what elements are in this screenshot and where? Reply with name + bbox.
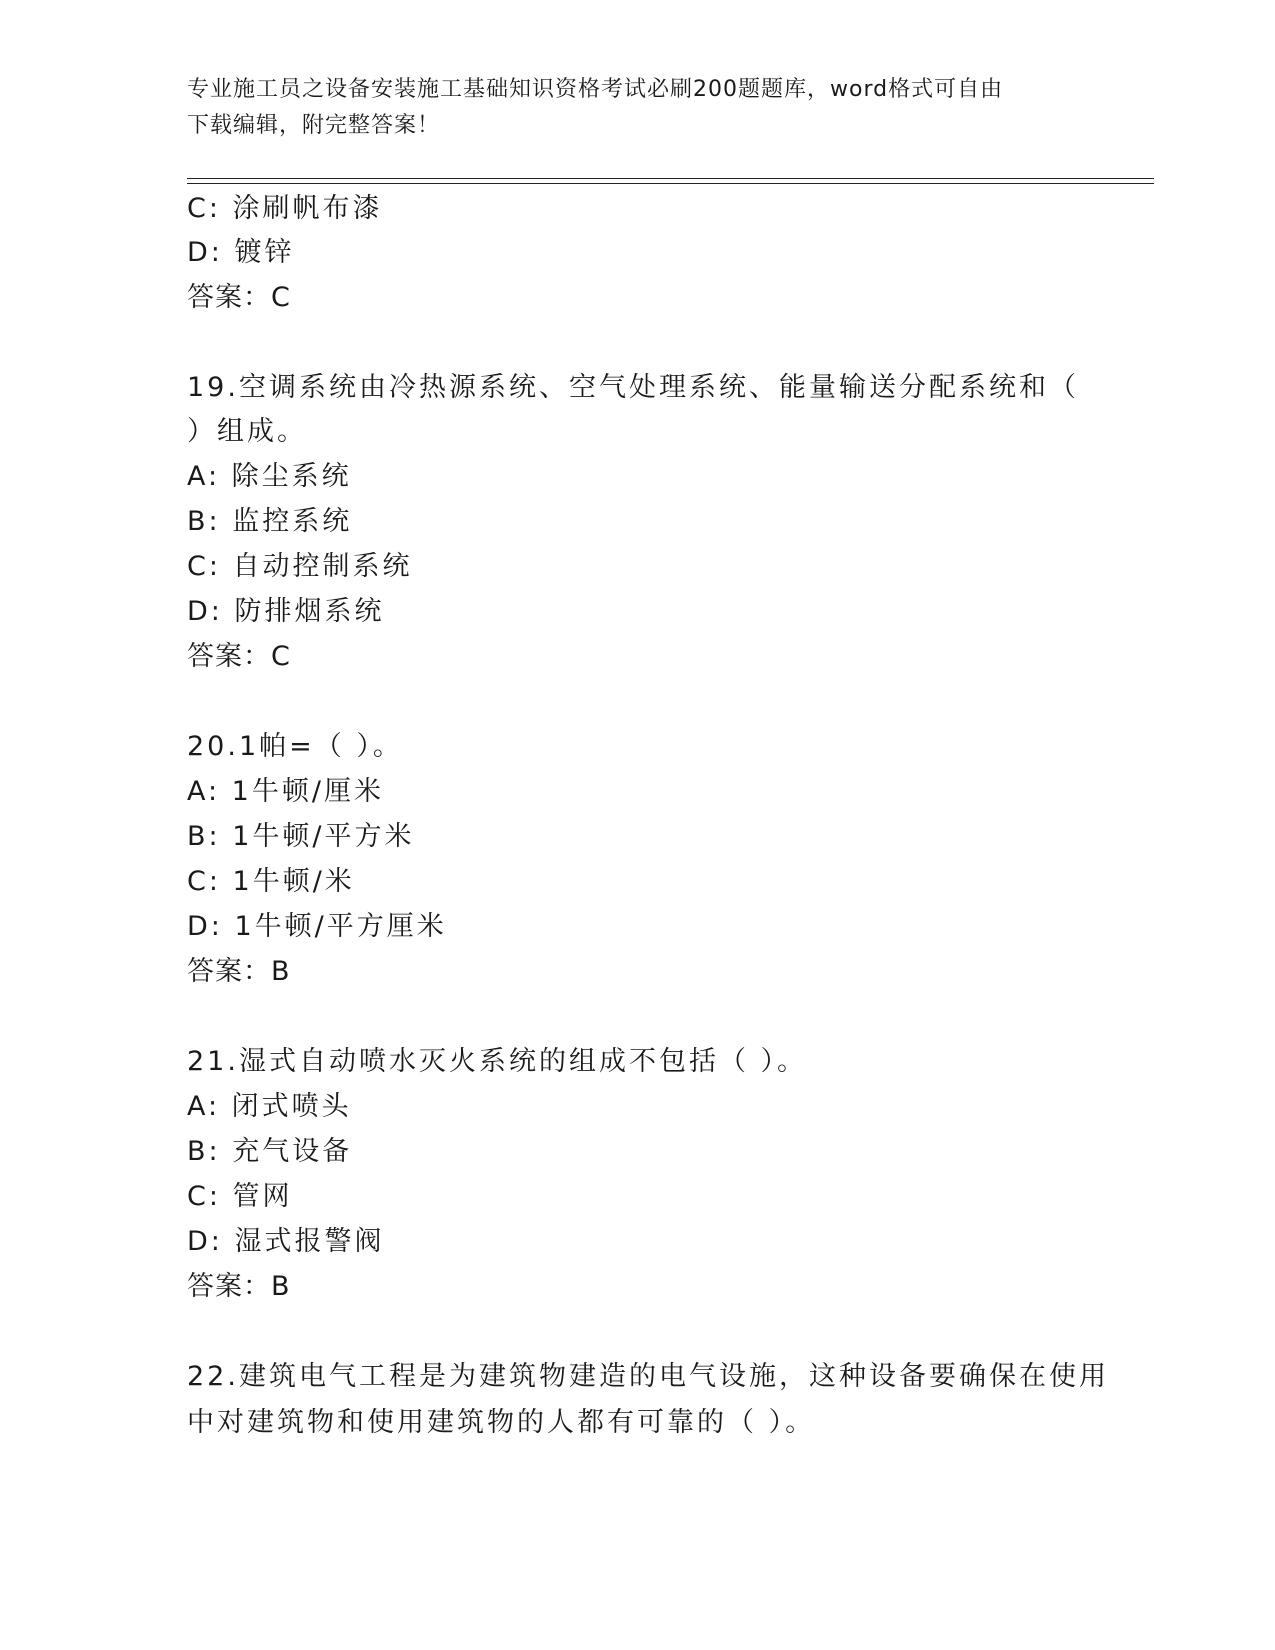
q20-stem: 20.1帕=（ ）。 (187, 731, 403, 762)
q22-stem-line2: 中对建筑物和使用建筑物的人都有可靠的（ ）。 (187, 1407, 816, 1438)
q18-option-d: D: 镀锌 (187, 237, 295, 268)
q20-option-a: A: 1牛顿/厘米 (187, 776, 384, 807)
q19-option-d: D: 防排烟系统 (187, 596, 385, 627)
header-title-line1: 专业施工员之设备安装施工基础知识资格考试必刷200题题库，word格式可自由 (187, 77, 1004, 102)
q18-option-c: C: 涂刷帆布漆 (187, 193, 383, 224)
q21-stem: 21.湿式自动喷水灭火系统的组成不包括（ ）。 (187, 1046, 808, 1077)
header-title-line2: 下载编辑，附完整答案！ (187, 113, 441, 138)
q19-option-c: C: 自动控制系统 (187, 551, 413, 582)
q22-stem-line1: 22.建筑电气工程是为建筑物建造的电气设施，这种设备要确保在使用 (187, 1361, 1109, 1392)
q19-option-a: A: 除尘系统 (187, 461, 352, 492)
q20-option-d: D: 1牛顿/平方厘米 (187, 911, 447, 942)
q19-option-b: B: 监控系统 (187, 506, 353, 537)
q20-option-b: B: 1牛顿/平方米 (187, 821, 415, 852)
header-divider-top (187, 178, 1154, 179)
q20-option-c: C: 1牛顿/米 (187, 866, 355, 897)
q18-answer: 答案：C (187, 282, 291, 313)
q21-option-a: A: 闭式喷头 (187, 1091, 352, 1122)
q19-stem-line1: 19.空调系统由冷热源系统、空气处理系统、能量输送分配系统和（ (187, 372, 1079, 403)
q21-option-b: B: 充气设备 (187, 1136, 353, 1167)
q21-option-c: C: 管网 (187, 1181, 293, 1212)
q21-answer: 答案：B (187, 1271, 291, 1302)
q21-option-d: D: 湿式报警阀 (187, 1226, 385, 1257)
q19-stem-line2: ）组成。 (187, 416, 307, 447)
document-header (187, 72, 1087, 144)
header-divider-bottom (187, 183, 1154, 184)
q20-answer: 答案：B (187, 956, 291, 987)
q19-answer: 答案：C (187, 641, 291, 672)
